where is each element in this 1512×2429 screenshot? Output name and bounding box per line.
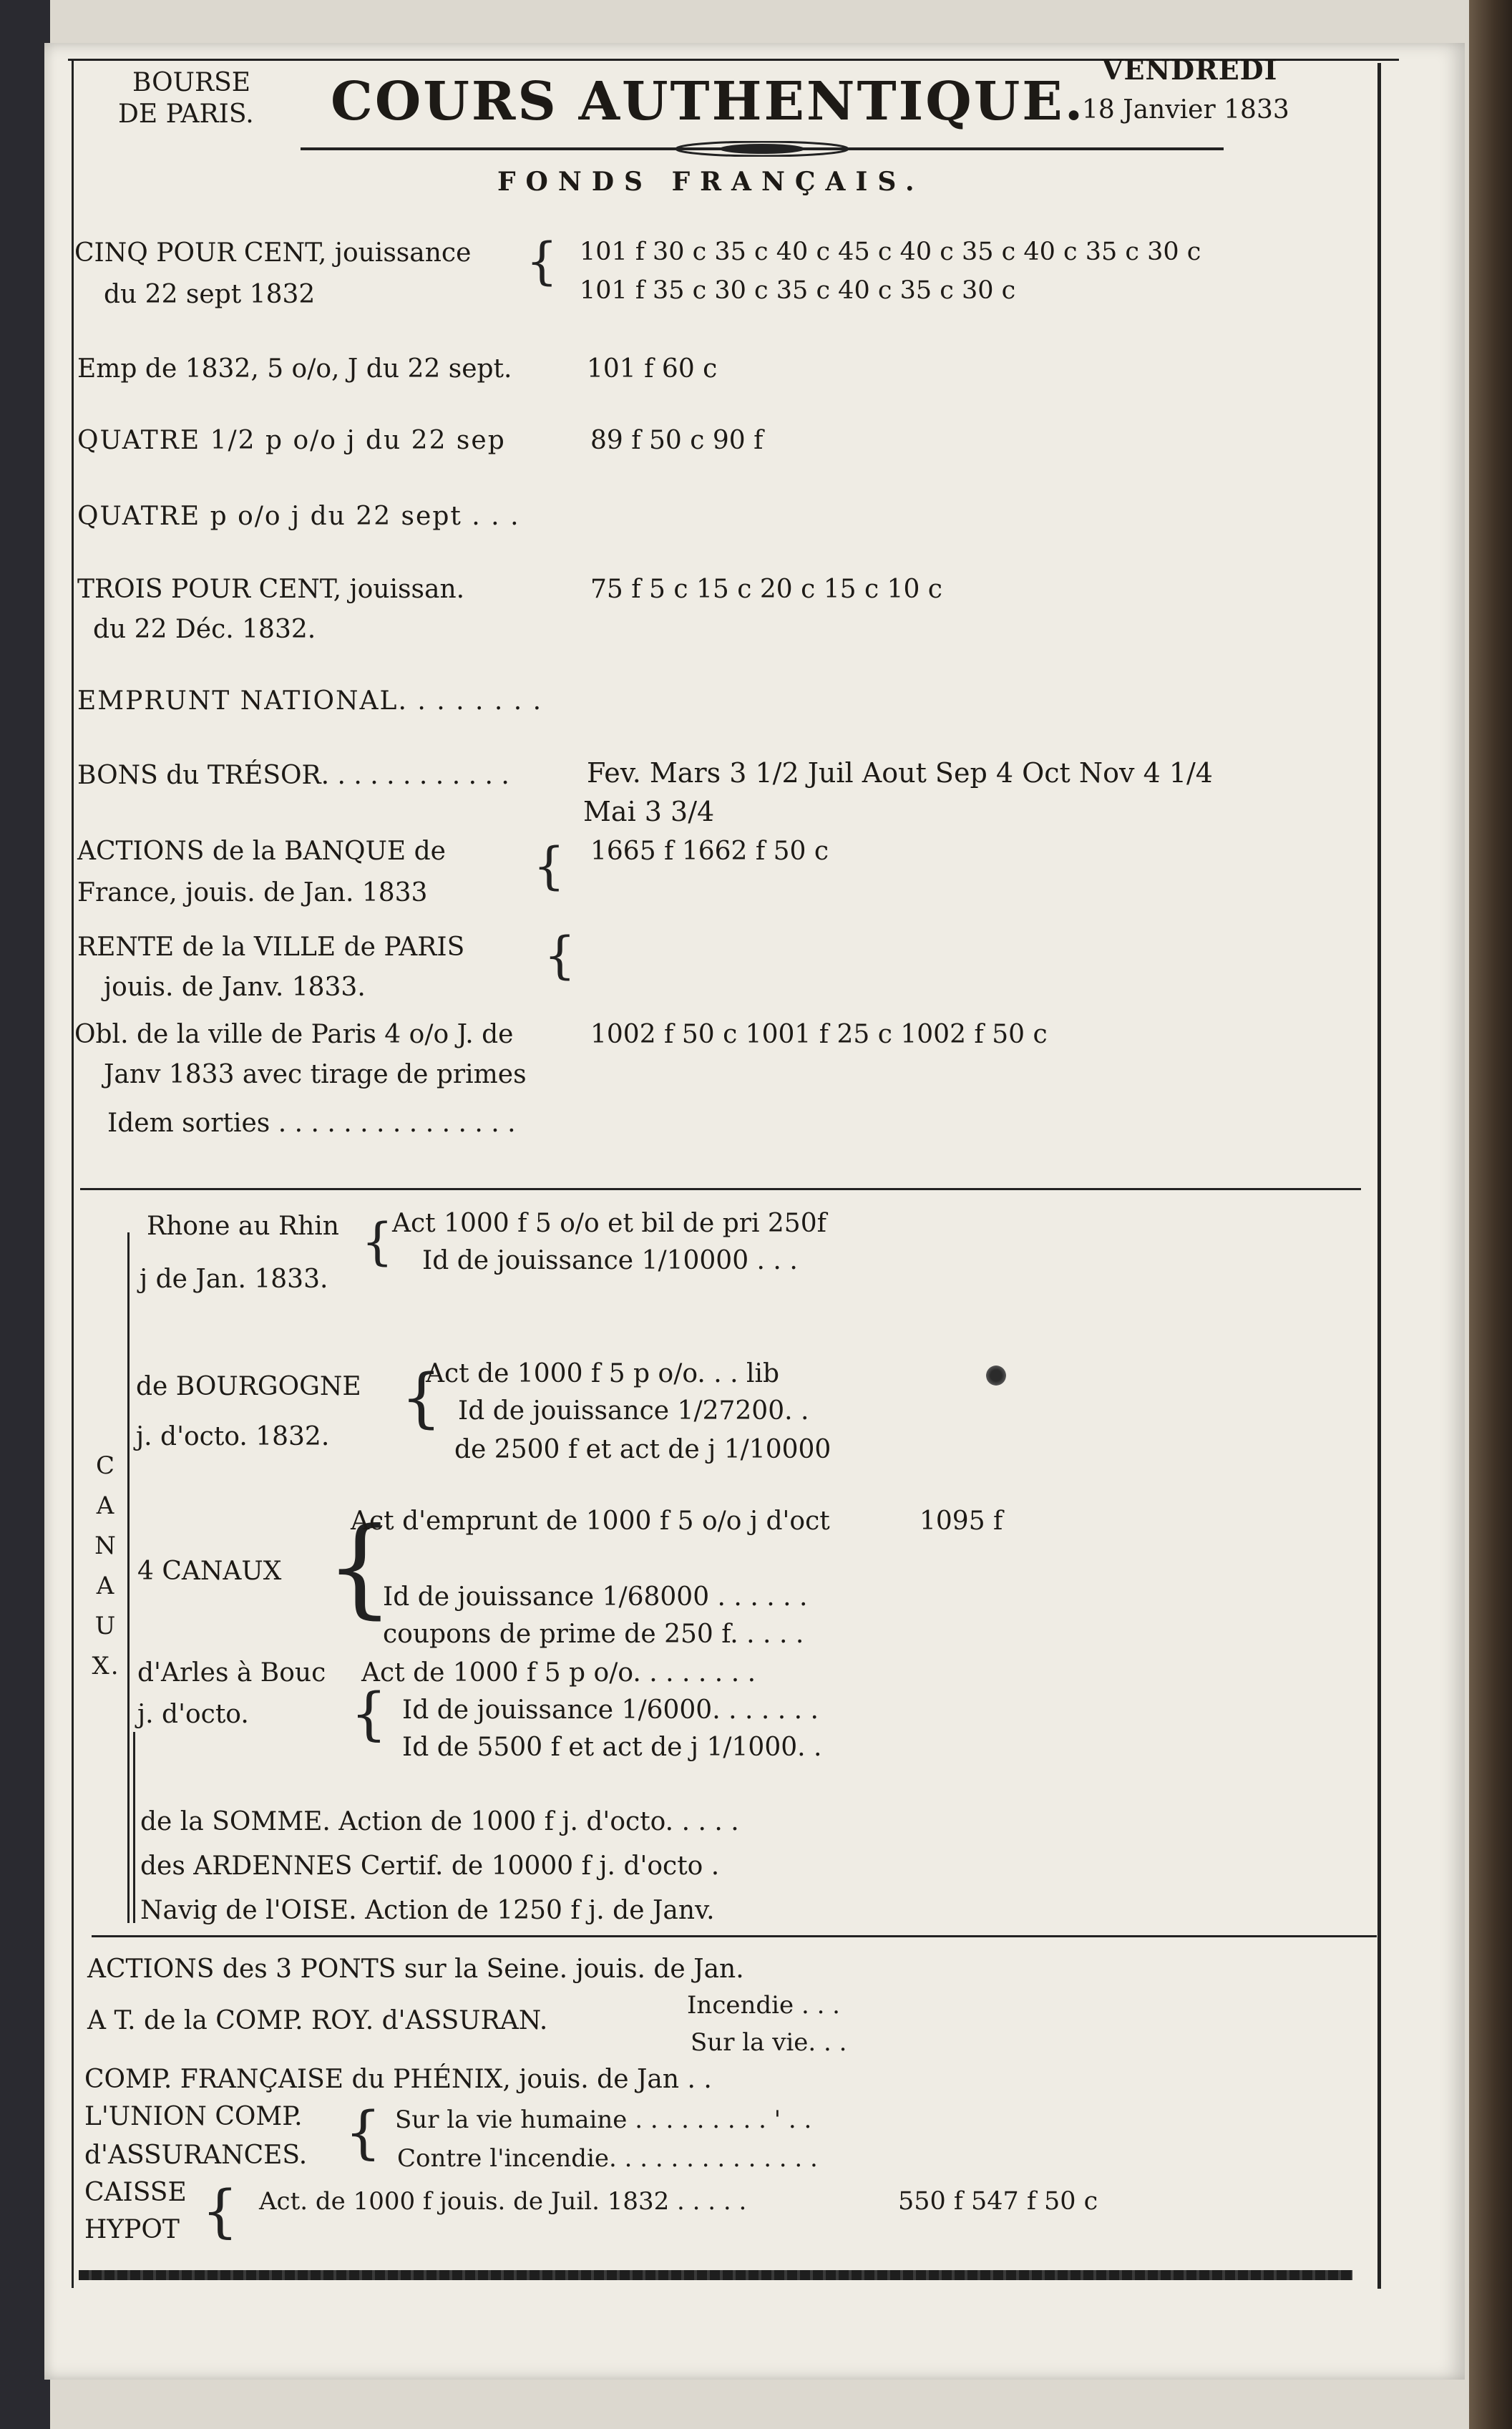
canal-item: Id de jouissance 1/68000 . . . . . . (383, 1582, 808, 1612)
canal-label: Rhone au Rhin (147, 1212, 339, 1241)
fonds-value: 75 f 5 c 15 c 20 c 15 c 10 c (590, 575, 942, 604)
fonds-value: 1002 f 50 c 1001 f 25 c 1002 f 50 c (590, 1020, 1048, 1049)
fonds-value: 101 f 60 c (587, 354, 718, 384)
canal-item: Act de 1000 f 5 p o/o. . . lib (426, 1359, 780, 1388)
fonds-label-sub: France, jouis. de Jan. 1833 (77, 878, 428, 907)
canal-value: 1095 f (920, 1506, 1003, 1536)
fonds-value: 101 f 30 c 35 c 40 c 45 c 40 c 35 c 40 c 35 c 30 c (580, 238, 1201, 266)
section-fonds-francais: FONDS FRANÇAIS. (497, 167, 925, 197)
actions-label-sub: d'ASSURANCES. (84, 2141, 308, 2170)
canal-label-sub: j. d'octo. 1832. (136, 1422, 330, 1451)
fonds-label: ACTIONS de la BANQUE de (77, 837, 446, 866)
canal-item: de 2500 f et act de j 1/10000 (454, 1435, 831, 1464)
actions-label: CAISSE (84, 2178, 187, 2207)
bottom-decorative-rule (79, 2270, 1352, 2280)
actions-sub: Sur la vie humaine . . . . . . . . . ' . . (395, 2106, 812, 2134)
fonds-label: CINQ POUR CENT, jouissance (74, 238, 472, 268)
section-divider (80, 1188, 1361, 1190)
canal-item: Act de 1000 f 5 p o/o. . . . . . . . (361, 1658, 756, 1688)
canal-label: Navig de l'OISE. Action de 1250 f j. de Janv. (140, 1896, 715, 1925)
fonds-value: 89 f 50 c 90 f (590, 426, 764, 455)
actions-sub: Sur la vie. . . (691, 2028, 847, 2057)
canal-item: Id de jouissance 1/27200. . (458, 1396, 809, 1426)
fonds-label-sub: jouis. de Janv. 1833. (104, 973, 366, 1002)
actions-value: 550 f 547 f 50 c (898, 2187, 1098, 2216)
brace: { (544, 926, 576, 985)
canal-item: Act d'emprunt de 1000 f 5 o/o j d'oct (351, 1506, 830, 1536)
actions-label: L'UNION COMP. (84, 2102, 303, 2131)
fonds-label: Obl. de la ville de Paris 4 o/o J. de (74, 1020, 514, 1049)
canal-label: d'Arles à Bouc (137, 1658, 326, 1688)
canal-label-sub: j. d'octo. (137, 1700, 249, 1729)
fonds-label: QUATRE 1/2 p o/o j du 22 sep (77, 426, 506, 455)
brace: { (326, 1505, 394, 1630)
fonds-label: QUATRE p o/o j du 22 sept . . . (77, 502, 520, 531)
fonds-label: Emp de 1832, 5 o/o, J du 22 sept. (77, 354, 512, 384)
fonds-value-2: Mai 3 3/4 (583, 796, 715, 827)
canal-item: Id de jouissance 1/6000. . . . . . . (402, 1695, 819, 1725)
canal-item: coupons de prime de 250 f. . . . . (383, 1620, 804, 1649)
header-bourse: BOURSE (132, 68, 251, 97)
canal-item: Id de jouissance 1/10000 . . . (422, 1246, 798, 1275)
frame-right-rule (1377, 63, 1381, 2289)
brace: { (202, 2178, 238, 2244)
fonds-label-sub: Idem sorties . . . . . . . . . . . . . . . (107, 1109, 516, 1138)
actions-label: A T. de la COMP. ROY. d'ASSURAN. (87, 2006, 548, 2035)
fonds-label-sub: Janv 1833 avec tirage de primes (104, 1060, 527, 1089)
brace: { (351, 1680, 387, 1747)
fonds-label-sub: du 22 Déc. 1832. (93, 615, 316, 644)
header-de-paris: DE PARIS. (118, 99, 254, 129)
fonds-label: RENTE de la VILLE de PARIS (77, 933, 465, 962)
fonds-value-2: 101 f 35 c 30 c 35 c 40 c 35 c 30 c (580, 276, 1016, 305)
actions-item: ACTIONS des 3 PONTS sur la Seine. jouis. de Jan. (87, 1955, 744, 1984)
scan-background-left (0, 0, 50, 2429)
canaux-side-label: C A N A U X. (92, 1451, 120, 1680)
canaux-bracket-line-inner (133, 1732, 135, 1923)
canal-label: 4 CANAUX (137, 1557, 282, 1586)
fonds-value: Fev. Mars 3 1/2 Juil Aout Sep 4 Oct Nov 4 1/4 (587, 757, 1213, 789)
actions-sub: Incendie . . . (687, 1991, 840, 2020)
canal-label: de BOURGOGNE (136, 1372, 361, 1401)
header-day: VENDREDI (1102, 54, 1278, 86)
actions-item: COMP. FRANÇAISE du PHÉNIX, jouis. de Jan . . (84, 2065, 712, 2094)
canal-item: Id de 5500 f et act de j 1/1000. . (402, 1733, 822, 1762)
fonds-label: EMPRUNT NATIONAL. . . . . . . . (77, 686, 543, 716)
canal-label-sub: j de Jan. 1833. (140, 1265, 328, 1294)
frame-left-rule (72, 59, 74, 2288)
header-date: 18 Janvier 1833 (1082, 95, 1289, 125)
brace: { (533, 837, 565, 895)
actions-sub: Act. de 1000 f jouis. de Juil. 1832 . . . . . (259, 2187, 747, 2216)
fonds-label: TROIS POUR CENT, jouissan. (77, 575, 465, 604)
brace: { (361, 1212, 394, 1271)
canal-label: de la SOMME. Action de 1000 f j. d'octo. . . . . (140, 1807, 739, 1836)
actions-sub: Contre l'incendie. . . . . . . . . . . . . . (397, 2144, 818, 2173)
canaux-bracket-line (127, 1232, 130, 1923)
page-title: COURS AUTHENTIQUE. (331, 71, 1086, 132)
canal-label: des ARDENNES Certif. de 10000 f j. d'octo . (140, 1851, 720, 1881)
brace: { (345, 2099, 381, 2166)
header-ornament (301, 141, 1224, 157)
ink-blot (986, 1366, 1006, 1386)
fonds-label: BONS du TRÉSOR. . . . . . . . . . . . (77, 761, 509, 790)
fonds-value: 1665 f 1662 f 50 c (590, 837, 829, 866)
canal-item: Act 1000 f 5 o/o et bil de pri 250f (392, 1209, 826, 1238)
brace: { (526, 232, 558, 291)
actions-label-sub: HYPOT (84, 2215, 180, 2244)
section-divider (92, 1935, 1377, 1937)
brace: { (401, 1360, 442, 1436)
book-binding (1469, 0, 1512, 2429)
fonds-label-sub: du 22 sept 1832 (104, 280, 316, 309)
